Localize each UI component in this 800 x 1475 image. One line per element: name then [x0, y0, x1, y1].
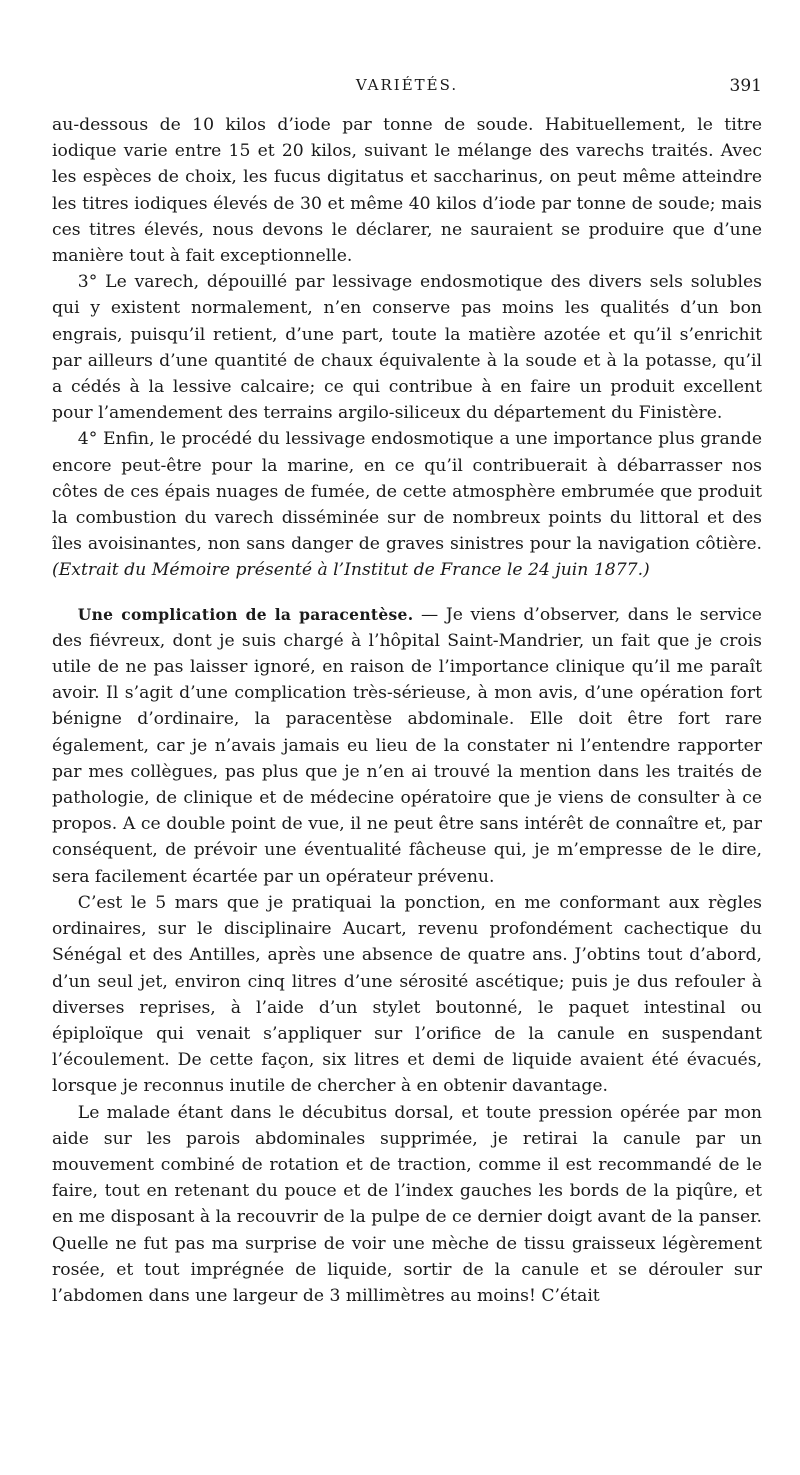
paragraph-6: Le malade étant dans le décubitus dorsal, et toute pression opérée par mon aide sur les parois abdominales supprimée, je retirai la canule par un mouvement combiné de rotation et de traction, comme il est recommandé de le faire, tout en retenant du pouce et de l’index gauches les bords de la piqûre, et en me disposant à la recouvrir de la pulpe de ce dernier doigt avant de la panser. Quelle ne fut pas ma surprise de voir une mèche de tissu graisseux légèrement rosée, et tout imprégnée de liquide, sortir de la canule et se dérouler sur l’abdomen dans une largeur de 3 millimètres au moins! C’était — [52, 1102, 762, 1306]
running-title: VARIÉTÉS. — [355, 76, 459, 94]
body-text — [52, 112, 762, 1309]
citation: (Extrait du Mémoire présenté à l’Institut de France le 24 juin 1877.) — [52, 560, 650, 581]
paragraph-2: 3° Le varech, dépouillé par lessivage endosmotique des divers sels solubles qui y existent normalement, n’en conserve pas moins les qualités d’un bon engrais, puisqu’il retient, d’une part, toute la matière azotée et qu’il s’enrichit par ailleurs d’une quantité de chaux équivalente à la soude et à la potasse, qu’il a cédés à la lessive calcaire; ce qui contribue à en faire un produit excellent pour l’amendement des terrains argilo-siliceux du département du Finistère. — [52, 272, 762, 424]
paragraph-3-text: 4° Enfin, le procédé du lessivage endosmotique a une importance plus grande encore peut-être pour la marine, en ce qu’il contribuerait à débarrasser nos côtes de ces épais nuages de fumée, de cette atmosphère embrumée que produit la combustion du varech disséminée sur de nombreux points du littoral et des îles avoisinantes, non sans danger de graves sinistres pour la navigation côtière. — [52, 429, 762, 555]
section-title: Une complication de la paracentèse. — [77, 604, 414, 624]
paragraph-4-text: — Je viens d’observer, dans le service des fiévreux, dont je suis chargé à l’hôpital Saint-Mandrier, un fait que je crois utile de ne pas laisser ignoré, en raison de l’importance clinique qu’il me paraît avoir. Il s’agit d’une complication très-sérieuse, à mon avis, d’une opération fort bénigne d’ordinaire, la paracentèse abdominale. Elle doit être fort rare également, car je n’avais jamais eu lieu de la constater ni l’entendre rapporter par mes collègues, pas plus que je n’en ai trouvé la mention dans les traités de pathologie, de clinique et de médecine opératoire que je viens de consulter à ce propos. A ce double point de vue, il ne peut être sans intérêt de connaître et, par conséquent, de prévoir une éventualité fâcheuse qui, je m’empresse de le dire, sera facilement écartée par un opérateur prévenu. — [52, 604, 762, 887]
page-number: 391 — [729, 76, 762, 96]
paragraph-5: C’est le 5 mars que je pratiquai la ponction, en me conformant aux règles ordinaires, sur le disciplinaire Aucart, revenu profondément cachectique du Sénégal et des Antilles, après une absence de quatre ans. J’obtins tout d’abord, d’un seul jet, environ cinq litres d’une sérosité ascétique; puis je dus refouler à diverses reprises, à l’aide d’un stylet boutonné, le paquet intestinal ou épiploïque qui venait s’appliquer sur l’orifice de la canule en suspendant l’écoulement. De cette façon, six litres et demi de liquide avaient été évacués, lorsque je reconnus inutile de chercher à en obtenir davantage. — [52, 892, 762, 1097]
paragraph-3 — [52, 426, 762, 583]
paragraph-1: au-dessous de 10 kilos d’iode par tonne de soude. Habituellement, le titre iodique varie entre 15 et 20 kilos, suivant le mélange des varechs traités. Avec les espèces de choix, les fucus digitatus et saccharinus, on peut même atteindre les titres iodiques élevés de 30 et même 40 kilos d’iode par tonne de soude; mais ces titres élevés, nous devons le déclarer, ne sauraient se produire que d’une manière tout à fait exceptionnelle. — [52, 115, 762, 267]
page-header — [52, 76, 762, 100]
paragraph-4 — [52, 602, 762, 890]
